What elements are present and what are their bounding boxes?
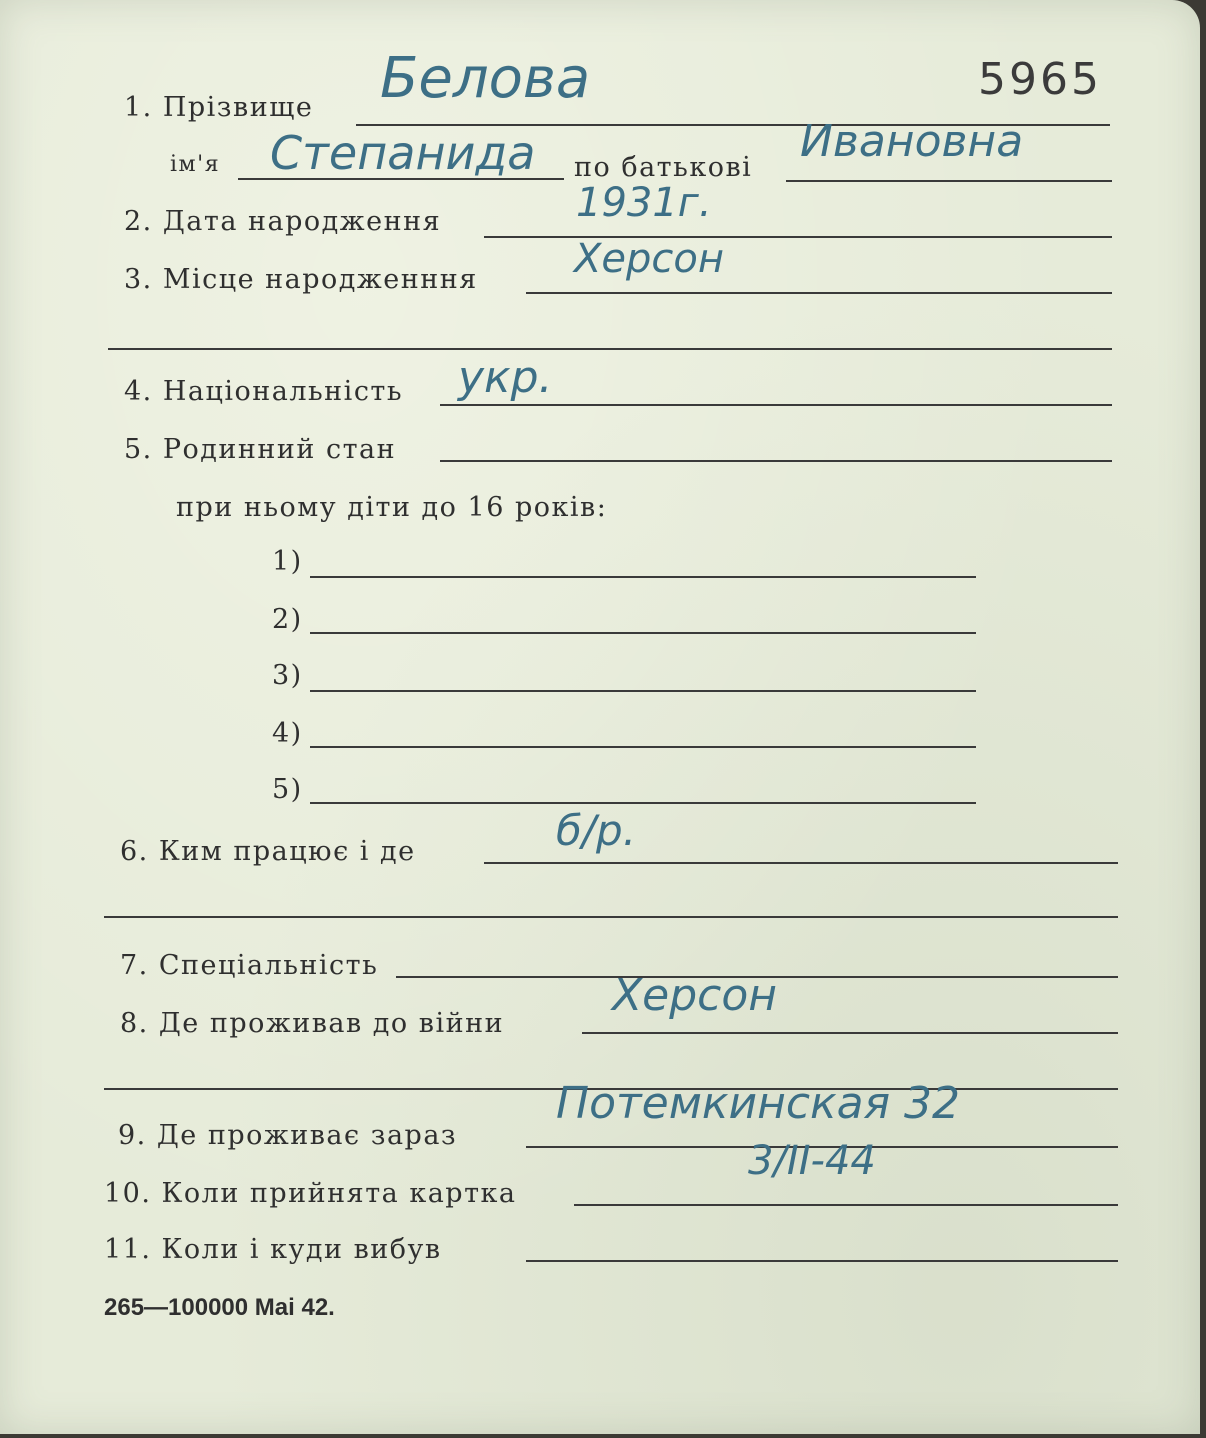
card-accepted-label: 10. Коли прийнята картка	[104, 1178, 517, 1209]
current-label: 9. Де проживає зараз	[118, 1120, 458, 1151]
prewar-line	[582, 1032, 1118, 1034]
child-3-line	[310, 690, 976, 692]
child-1-label: 1)	[272, 546, 303, 577]
birth-place-line-2	[108, 348, 1112, 350]
child-2-label: 2)	[272, 604, 303, 635]
child-5-line	[310, 802, 976, 804]
nationality-handwritten: укр.	[458, 352, 553, 403]
departed-line	[526, 1260, 1118, 1262]
birth-place-handwritten: Херсон	[574, 236, 725, 282]
child-1-line	[310, 576, 976, 578]
work-line-2	[104, 916, 1118, 918]
birth-date-handwritten: 1931г.	[576, 180, 712, 226]
prewar-label: 8. Де проживав до війни	[120, 1008, 505, 1039]
child-2-line	[310, 632, 976, 634]
card-accepted-handwritten: 3/II-44	[748, 1138, 876, 1184]
child-4-line	[310, 746, 976, 748]
children-label: при ньому діти до 16 років:	[176, 492, 608, 523]
specialty-label: 7. Спеціальність	[120, 950, 379, 981]
birth-place-label: 3. Місце народженння	[124, 264, 478, 295]
child-3-label: 3)	[272, 660, 303, 691]
child-5-label: 5)	[272, 774, 303, 805]
current-handwritten: Потемкинская 32	[556, 1078, 961, 1129]
patronymic-line	[786, 180, 1112, 182]
marital-label: 5. Родинний стан	[124, 434, 397, 465]
surname-handwritten: Белова	[380, 46, 591, 111]
card-number: 5965	[978, 54, 1102, 105]
card-accepted-line	[574, 1204, 1118, 1206]
print-code: 265—100000 Mai 42.	[104, 1294, 335, 1321]
work-label: 6. Ким працює і де	[120, 836, 416, 867]
nationality-label: 4. Національність	[124, 376, 404, 407]
birth-place-line	[526, 292, 1112, 294]
nationality-line	[440, 404, 1112, 406]
work-handwritten: б/р.	[556, 806, 637, 855]
patronymic-label: по батькові	[574, 152, 753, 183]
name-handwritten: Степанида	[270, 126, 536, 180]
child-4-label: 4)	[272, 718, 303, 749]
prewar-handwritten: Херсон	[612, 970, 778, 1021]
departed-label: 11. Коли і куди вибув	[104, 1234, 442, 1265]
marital-line	[440, 460, 1112, 462]
patronymic-handwritten: Ивановна	[800, 116, 1024, 167]
surname-label: 1. Прізвище	[124, 92, 314, 123]
name-label: ім'я	[170, 152, 221, 177]
birth-date-label: 2. Дата народження	[124, 206, 442, 237]
work-line	[484, 862, 1118, 864]
